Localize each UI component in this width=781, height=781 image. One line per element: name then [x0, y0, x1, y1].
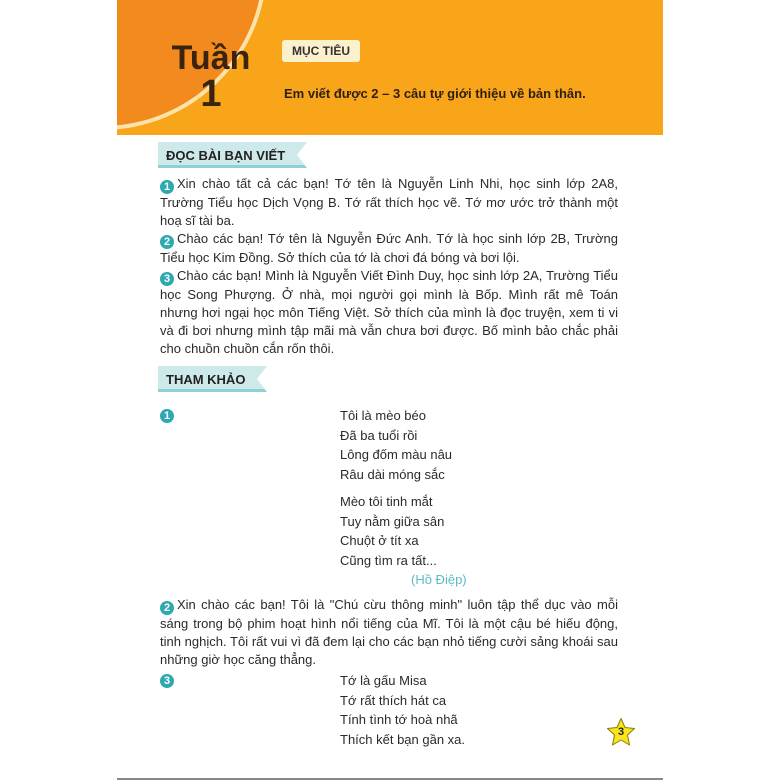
paragraph-text: Xin chào các bạn! Tôi là "Chú cừu thông minh" luôn tập thể dục vào mỗi sáng trong bộ phim hoạt hình nổi tiếng của Mĩ. Tôi là một cậu bé hiếu động, tinh nghịch. Tôi rất vui vì đã đem lại cho các bạn nhỏ tiếng cười sảng khoái sau những giờ học căng thẳng.: [160, 597, 618, 667]
poem-author: (Hồ Điệp): [411, 572, 467, 587]
objective-label: MỤC TIÊU: [282, 40, 360, 62]
poem-line: Thích kết bạn gần xa.: [340, 731, 466, 747]
poem-line: Chuột ở tít xa: [340, 533, 419, 548]
paragraph-text: Xin chào tất cả các bạn! Tớ tên là Nguyễn Linh Nhi, học sinh lớp 2A8, Trường Tiểu học Dịch Vọng B. Tớ rất thích học vẽ. Tớ mơ ước trở thành một hoạ sĩ tài ba.: [160, 176, 618, 228]
page-number-star-icon: [606, 717, 636, 747]
week-word: Tuần: [171, 39, 251, 77]
poem-stanza-2: [340, 492, 452, 570]
poem-line: Tớ là gấu Misa: [340, 673, 427, 688]
section-ribbon-read: [158, 142, 307, 168]
section-title: THAM KHẢO: [166, 372, 246, 387]
number-badge: 1: [160, 409, 174, 423]
poem-line: Tính tình tớ hoà nhã: [340, 712, 458, 727]
poem-line: Lông đốm màu nâu: [340, 447, 453, 462]
poem-line: Tớ rất thích hát ca: [340, 692, 447, 708]
number-badge: 1: [160, 180, 174, 194]
content-column: [158, 142, 618, 749]
header-banner: [117, 0, 663, 135]
poem-line: Râu dài móng sắc: [340, 466, 445, 482]
poem-stanza-1: [340, 406, 452, 484]
poem-item-3: [340, 671, 465, 749]
section-ribbon-reference: [158, 366, 267, 392]
number-badge: 2: [160, 601, 174, 615]
number-badge: 2: [160, 235, 174, 249]
number-badge: 3: [160, 272, 174, 286]
poem-line: Mèo tôi tinh mắt: [340, 494, 433, 509]
week-number: 1: [200, 73, 222, 115]
poem-item-1: [340, 406, 452, 570]
read-item-2: [160, 230, 618, 267]
page-number: 3: [617, 726, 625, 738]
poem-line: Tuy nằm giữa sân: [340, 513, 445, 529]
poem-line: Tôi là mèo béo: [340, 408, 426, 423]
read-item-3: [160, 267, 618, 358]
poem-line: Đã ba tuổi rồi: [340, 427, 418, 443]
reference-item-3: [160, 671, 618, 749]
week-label: [161, 39, 261, 115]
reference-item-1: [160, 406, 618, 570]
number-badge: 3: [160, 674, 174, 688]
paragraph-text: Chào các bạn! Tớ tên là Nguyễn Đức Anh. Tớ là học sinh lớp 2B, Trường Tiểu học Kim Đồng. Sở thích của tớ là chơi đá bóng và bơi lội.: [160, 231, 618, 265]
paragraph-text: Chào các bạn! Mình là Nguyễn Viết Đình Duy, học sinh lớp 2A, Trường Tiểu học Song Phượng. Ở nhà, mọi người gọi mình là Bốp. Mình rất mê Toán nhưng hơi ngại học môn Tiếng Việt. Sở thích của mình là đọc truyện, xem ti vi và đi bơi nhưng mình tập mãi mà vẫn chưa bơi được. Bố mình bảo chắc phải cho chuồn chuồn cắn rốn thôi.: [160, 268, 618, 356]
bottom-rule: [117, 778, 663, 780]
section-title: ĐỌC BÀI BẠN VIẾT: [166, 148, 286, 163]
reference-item-2: [160, 596, 618, 669]
objective-text: Em viết được 2 – 3 câu tự giới thiệu về bản thân.: [284, 86, 586, 101]
read-item-1: [160, 175, 618, 230]
poem-line: Cũng tìm ra tất...: [340, 552, 437, 568]
